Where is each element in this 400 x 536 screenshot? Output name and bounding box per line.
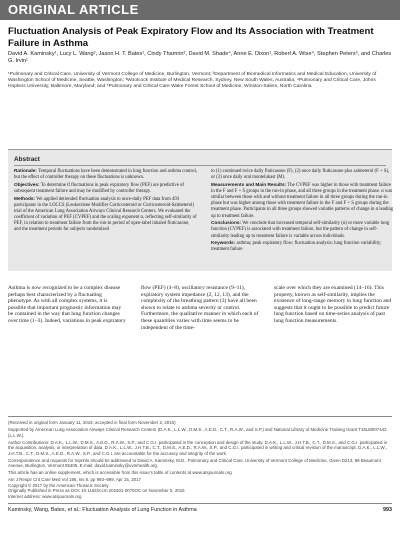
abstract-divider bbox=[14, 165, 386, 166]
article-title: Fluctuation Analysis of Peak Expiratory Flow and Its Association with Treatment Failure in Asthma bbox=[8, 26, 374, 49]
abstract-text: The CVPEF was higher in those with treatment failure in the F and F + S groups in the run-in phase, and all three groups in the treatment phase. α was similar between those with and without treatment failure in all three groups during the run-in phase but was higher among those with treatment failure in the F and F + S groups during the treatment phase. Participants in all three groups showed variable patterns of change in α leading up to treatment failure. bbox=[211, 182, 394, 219]
abstract-heading: Abstract bbox=[14, 156, 40, 163]
abstract-paragraph bbox=[211, 169, 394, 181]
abstract-paragraph bbox=[14, 169, 197, 181]
abstract-column-right bbox=[211, 169, 394, 255]
abstract-column-left bbox=[14, 169, 197, 235]
page-number: 993 bbox=[383, 507, 392, 513]
abstract-text: We conclude that increased temporal self-similarity (α) or more variable lung function (CVPEF) is associated with treatment failure, but the pattern of change in self-similarity leading up to treatment failure is variable across individuals. bbox=[211, 221, 390, 239]
abstract-text: We applied detrended fluctuation analysis to once-daily PEF data from 493 participants in the LOCCS (Leukotriene Modifier Corticosteroid or Corticosteroid-Salmeterol) trial of the American Lung Association Airways Clinical Research Centers. We evaluated the coefficient of variation of PEF (CVPEF) and the scaling exponent α, reflecting self-similarity of PEF, in relation to treatment failure from the run-in period of open-label inhaled fluticasone, and the treatment periods for subjects randomized bbox=[14, 196, 197, 233]
abstract-label: Objectives: bbox=[14, 182, 40, 188]
abstract-paragraph bbox=[14, 197, 197, 234]
supplement-note: This article has an online supplement, which is accessible from this issue's table of contents at www.atsjournals.org bbox=[8, 470, 232, 475]
author-list: David A. Kaminsky¹, Lucy L. Wang², Jason H. T. Bates¹, Cindy Thamrin³, David M. Shade⁴, Anne E. Dixon¹, Robert A. Wise⁴, Stephen Peters⁵, and Charles G. Irvin¹ bbox=[8, 51, 392, 65]
abstract-paragraph bbox=[14, 183, 197, 195]
body-text-column-3: scale over which they are examined (14–16). This property, known as self-similarity, implies the existence of long-range memory in lung function and suggests that it ought to be possible to predict future lung function based on time-series analysis of past lung function measurements. bbox=[274, 285, 392, 324]
affiliations: ¹Pulmonary and Critical Care, University of Vermont College of Medicine, Burlington, Vermont; ²Department of Biomedical Informatics and Medical Education, University of Washington School of Medicine, Seattle, Washington; ³Woolcock Institute of Medical Research, Sydney, New South Wales, Australia; ⁴Pulmonary and Critical Care, Johns Hopkins University, Baltimore, Maryland; and ⁵Pulmonary and Critical Care Wake Forest School of Medicine, Winston-Salem, North Carolina bbox=[8, 72, 377, 89]
abstract-paragraph bbox=[211, 221, 394, 239]
article-notes bbox=[8, 420, 392, 501]
received-note: (Received in original form January 11, 2016; accepted in final form November 2, 2016) bbox=[8, 420, 176, 425]
abstract-text: asthma; peak expiratory flow; fluctuation analysis; lung function variability; treatment failure bbox=[211, 241, 382, 253]
abstract-label: Keywords: bbox=[211, 241, 236, 247]
abstract-label: Rationale: bbox=[14, 169, 37, 174]
correspondence-note: Correspondence and requests for reprints should be addressed to David A. Kaminsky, M.D., Pulmonary and Critical Care, University of Vermont College of Medicine, Given D213, 89 Beaumont Avenue, Burlington, Vermont 05405. E-mail: david.kaminsky@uvmhealth.org bbox=[8, 457, 381, 468]
abstract-label: Methods: bbox=[14, 196, 36, 202]
abstract-text: Temporal fluctuations have been demonstrated in lung function and asthma control, but the effect of controller therapy on these fluctuations is unknown. bbox=[14, 169, 197, 181]
page-footer bbox=[8, 507, 392, 513]
citation-note: Am J Respir Crit Care Med Vol 195, Iss 8, pp 993–999, Apr 15, 2017 Copyright © 2017 by the American Thoracic Society Originally Published in Press as DOI: 10.1164/rccm.201601-0076OC on November 8, 2016 Internet address: www.atsjournals.org bbox=[8, 477, 185, 499]
abstract-paragraph bbox=[211, 183, 394, 220]
body-text-column-2: flow (PEF) (4–8), oscillatory resistance (9–11), expiratory system impedance (2, 12, 13), and the complexity of the breathing pattern (3) have all been shown to relate to asthma severity or control. Furthermore, the qualitative manner in which each of these quantities varies with time seems to be independent of the time- bbox=[141, 285, 259, 331]
notes-divider bbox=[8, 416, 392, 417]
abstract-label: Conclusions: bbox=[211, 221, 242, 227]
abstract-paragraph bbox=[211, 241, 394, 253]
body-text-column-1: Asthma is now recognized to be a complex disease perhaps best characterized by a fluctuating phenotype. As with all complex systems, it is possible that important prognostic information may be contained in the way that lung function changes over time (1–3). Indeed, variations in peak expiratory bbox=[8, 285, 126, 324]
contributions-note: Author Contributions: D.A.K., L.L.W., D.M.S., A.E.D., R.A.W., S.P., and C.G.I. participated in the conception and design of the study. D.A.K., L.L.W., J.H.T.B., C.T., D.M.S., and C.G.I. participated in the acquisition, analysis, or interpretation of data. D.A.K., L.L.W., J.H.T.B., C.T., D.M.S., A.E.D., R.A.W., S.P., and C.G.I. participated in writing and critical revision of the manuscript. D.A.K., L.L.W., J.H.T.B., C.T., D.M.S., A.E.D., R.A.W., S.P., and C.G.I. are accountable for the accuracy and integrity of the work. bbox=[8, 439, 388, 456]
footer-divider bbox=[8, 503, 392, 504]
article-type-label: ORIGINAL ARTICLE bbox=[8, 2, 139, 17]
abstract-text: to (1) continued twice daily fluticasone (F), (2) once daily fluticasone plus salmeterol (F + S), or (3) once daily oral montelukast (M). bbox=[211, 169, 390, 181]
article-type-banner bbox=[0, 0, 400, 20]
running-footer: Kaminsky, Wang, Bates, et al.: Fluctuation Analysis of Lung Function in Asthma bbox=[8, 507, 197, 513]
abstract-box bbox=[8, 149, 392, 271]
abstract-text: To determine if fluctuations in peak expiratory flow (PEF) are predictive of subsequent treatment failure and may be modified by controller therapy. bbox=[14, 182, 185, 194]
funding-note: Supported by American Lung Association Airways Clinical Research Centers (D.A.K., L.L.W., D.M.S., A.E.D., C.T., R.A.W., and S.P.) and National Library of Medicine Training Grant T15LM007442 (L.L.W.). bbox=[8, 427, 387, 438]
abstract-label: Measurements and Main Results: bbox=[211, 182, 287, 188]
